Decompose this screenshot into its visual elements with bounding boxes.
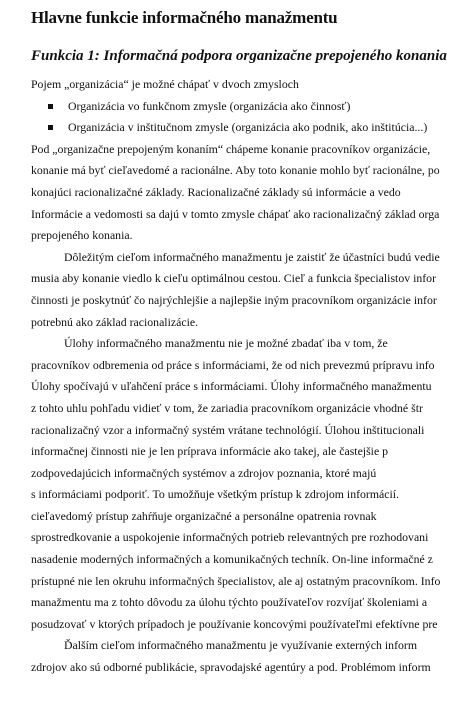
text-line: manažmentu ma z tohto dôvodu za úlohu týchto používateľov rozvíjať školeniami a [31, 595, 428, 610]
text-line: musia aby konanie viedlo k cieľu optimálnou cestou. Cieľ a funkcia špecialistov infor [31, 271, 437, 286]
text-line: konajúci racionalizačné základy. Racionalizačné základy sú informácie a vedo [31, 184, 401, 199]
bullet-icon [48, 104, 53, 109]
text-line: cieľavedomý prístup zahŕňuje organizačné a personálne opatrenia rovnak [31, 508, 377, 523]
page-title: Hlavne funkcie informačného manažmentu [31, 8, 338, 27]
text-line: zodpovedajúcich informačných systémov a zdrojov poznania, ktoré majú [31, 465, 377, 480]
section-heading: Funkcia 1: Informačná podpora organizačne prepojeného konania [31, 48, 447, 64]
list-item-text: Organizácia v inštitučnom zmysle (organizácia ako podnik, ako inštitúcia...) [68, 120, 428, 135]
bullet-list [31, 96, 475, 139]
text-line: Úlohy informačného manažmentu nie je možné zbadať iba v tom, že [64, 336, 388, 351]
text-line: Úlohy spočívajú v uľahčení práce s informáciami. Úlohy informačného manažmentu [31, 379, 432, 394]
text-line: Pod „organizačne prepojeným konaním“ chápeme konanie pracovníkov organizácie, [31, 141, 431, 156]
text-line: činnosti je poskytnúť čo najrýchlejšie a najlepšie iným pracovníkom organizácie infor [31, 292, 437, 307]
text-line: potrebnú ako základ racionalizácie. [31, 314, 199, 329]
text-line: zdrojov ako sú odborné publikácie, spravodajské agentúry a pod. Problémom inform [31, 660, 431, 675]
paragraph-organized-action [31, 139, 475, 247]
list-item [31, 96, 475, 118]
paragraph-external-sources [31, 635, 475, 678]
text-line: z tohto uhlu pohľadu vidieť v tom, že zariadia pracovníkom organizácie vhodné štr [31, 400, 423, 415]
text-line: s informáciami podporiť. To umožňuje všetkým prístup k zdrojom informácií. [31, 487, 399, 502]
paragraph-tasks [31, 333, 475, 635]
text-line: pracovníkov odbremenia od práce s informáciami, že od nich prevezmú prípravu info [31, 357, 435, 372]
text-line: posudzovať v ktorých prípadoch je používanie koncovými používateľmi efektívne pre [31, 616, 438, 631]
text-line: prístupné nie len okruhu informačných špecialistov, ale aj ostatným pracovníkom. Info [31, 573, 441, 588]
intro-paragraph: Pojem „organizácia“ je možné chápať v dvoch zmysloch [31, 77, 299, 91]
text-line: Dôležitým cieľom informačného manažmentu je zaistiť že účastníci budú vedie [64, 249, 440, 264]
paragraph-goal [31, 247, 475, 333]
text-line: informačnej činnosti nie je len príprava informácie ako takej, ale častejšie p [31, 444, 389, 459]
text-line: sprostredkovanie a uspokojenie informačných potrieb relevantných pre rozhodovani [31, 530, 429, 545]
bullet-icon [48, 125, 53, 130]
text-line: racionalizačný vzor a informačný systém vrátane technológií. Úlohou inštitucionali [31, 422, 425, 437]
text-line: Informácie a vedomosti sa dajú v tomto zmysle chápať ako racionalizačný základ orga [31, 206, 440, 221]
list-item-text: Organizácia vo funkčnom zmysle (organizácia ako činnosť) [68, 98, 351, 113]
text-line: prepojeného konania. [31, 228, 133, 243]
text-line: konanie má byť cieľavedomé a racionálne. Aby toto konanie mohlo byť racionálne, po [31, 163, 440, 178]
text-line: nasadenie moderných informačných a komunikačných techník. On-line informačné z [31, 552, 433, 567]
document-body [31, 8, 475, 679]
list-item [31, 117, 475, 139]
text-line: Ďalším cieľom informačného manažmentu je využívanie externých inform [64, 638, 418, 653]
